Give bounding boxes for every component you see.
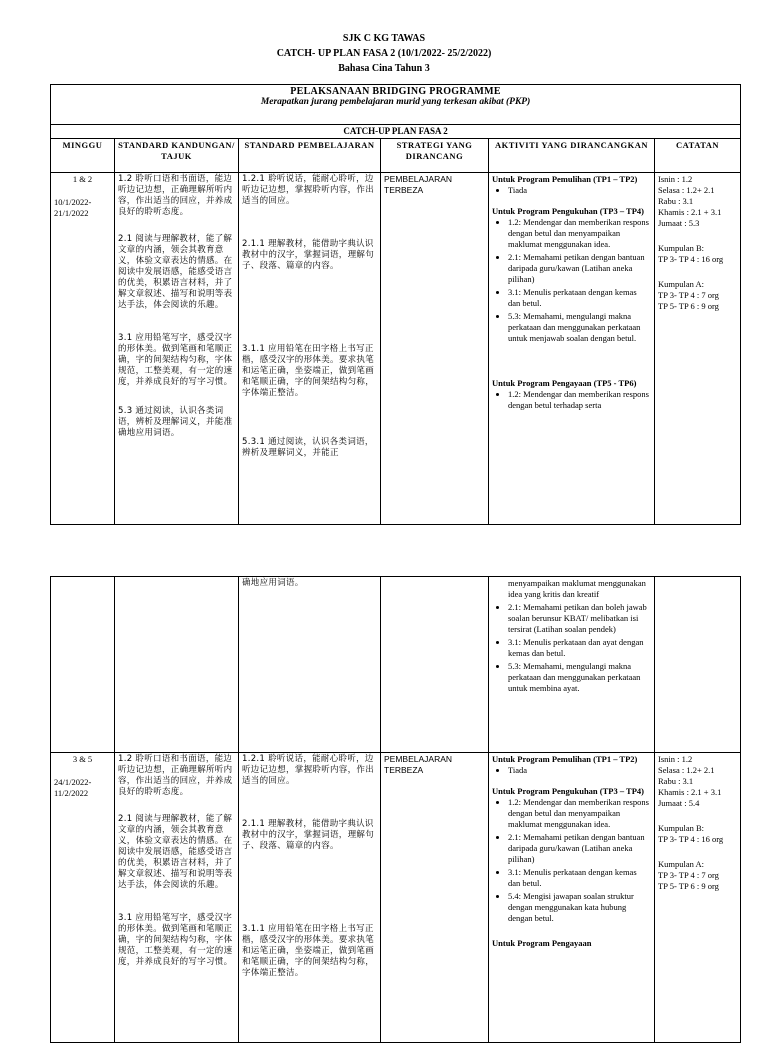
plan-table-2	[50, 576, 741, 1043]
col-minggu: MINGGU	[51, 139, 115, 173]
strategy-cell: PEMBELAJARAN TERBEZA	[381, 173, 489, 525]
group-line: TP 3- TP 4 : 16 org	[658, 254, 724, 264]
programme-title: PELAKSANAAN BRIDGING PROGRAMME	[290, 86, 501, 97]
schedule-line: Selasa : 1.2+ 2.1	[658, 765, 715, 775]
sp-item: 2.1.1 理解教材，能借助字典认识教材中的汉字，掌握词语，理解句子、段落、篇章的内容。	[242, 819, 375, 851]
schedule-line: Selasa : 1.2+ 2.1	[658, 185, 715, 195]
week-cell	[51, 753, 115, 1043]
col-strategi: STRATEGI YANG DIRANCANG	[381, 139, 489, 173]
activity-item: • 1.2: Mendengar dan memberikan respons dengan betul terhadap serta	[508, 389, 651, 411]
col-standard-kandungan: STANDARD KANDUNGAN/ TAJUK	[115, 139, 239, 173]
activity-item: • 3.1: Menulis perkataan dengan kemas dan betul.	[508, 867, 651, 889]
activity-item: menyampaikan maklumat menggunakan idea yang kritis dan kreatif	[508, 578, 646, 599]
notes-cell	[655, 577, 741, 753]
activity-group-title: Untuk Program Pengukuhan (TP3 – TP4)	[492, 206, 644, 216]
sk-item: 3.1 应用铅笔写字，感受汉字的形体美。做到笔画和笔顺正确，字的间架结构匀称，字体规范，工整美观，有一定的速度，并养成良好的写字习惯。	[118, 333, 233, 387]
schedule-line: Isnin : 1.2	[658, 174, 693, 184]
activities-cell	[489, 577, 655, 753]
standard-kandungan-cell	[115, 753, 239, 1043]
schedule-line: Rabu : 3.1	[658, 196, 694, 206]
standard-pembelajaran-cell	[239, 173, 381, 525]
group-line: Kumpulan B:	[658, 823, 705, 833]
activity-item: • 5.3: Memahami, mengulangi makna perkataan dan menggunakan perkataan untuk menjawab soalan dengan betul.	[508, 311, 651, 344]
school-name: SJK C KG TAWAS	[342, 33, 426, 44]
sk-item: 5.3 通过阅读，认识各类词语，辨析及理解词义，并能准确地应用词语。	[118, 406, 233, 438]
week-number: 3 & 5	[72, 754, 93, 764]
plan-title: CATCH- UP PLAN FASA 2 (10/1/2022- 25/2/2022)	[276, 48, 492, 59]
activity-item: • 5.4: Mengisi jawapan soalan struktur dengan menggunakan kata hubung dengan betul.	[508, 891, 651, 924]
activity-group-title: Untuk Program Pengukuhan (TP3 – TP4)	[492, 786, 644, 796]
group-b	[658, 243, 737, 265]
activity-item: • 3.1: Menulis perkataan dan ayat dengan kemas dan betul.	[508, 637, 651, 659]
week-cell	[51, 173, 115, 525]
notes-cell	[655, 753, 741, 1043]
col-catatan: CATATAN	[655, 139, 741, 173]
table-row	[51, 577, 741, 753]
col-aktiviti: AKTIVITI YANG DIRANCANGKAN	[489, 139, 655, 173]
group-line: TP 5- TP 6 : 9 org	[658, 881, 719, 891]
activity-item: • 2.1: Memahami petikan dengan bantuan daripada guru/kawan (Latihan aneka pilihan)	[508, 832, 651, 865]
schedule-line: Rabu : 3.1	[658, 776, 694, 786]
sp-item: 2.1.1 理解教材，能借助字典认识教材中的汉字，掌握词语，理解句子、段落、篇章的内容。	[242, 239, 375, 271]
plan-table-1	[50, 84, 741, 525]
sk-item: 3.1 应用铅笔写字，感受汉字的形体美。做到笔画和笔顺正确，字的间架结构匀称，字体规范，工整美观，有一定的速度，并养成良好的写字习惯。	[118, 913, 233, 967]
phase-label: CATCH-UP PLAN FASA 2	[51, 125, 741, 139]
col-standard-pembelajaran: STANDARD PEMBELAJARAN	[239, 139, 381, 173]
weekly-schedule	[658, 174, 737, 229]
standard-kandungan-cell	[115, 173, 239, 525]
weekly-schedule	[658, 754, 737, 809]
activity-item: • 1.2: Mendengar dan memberikan respons dengan betul dan menyampaikan maklumat menggunakan idea.	[508, 217, 651, 250]
activity-item: • 2.1: Memahami petikan dengan bantuan daripada guru/kawan (Latihan aneka pilihan)	[508, 252, 651, 285]
activity-item: • 5.3: Memahami, mengulangi makna perkataan dan menggunakan perkataan untuk membina ayat.	[508, 661, 651, 694]
standard-pembelajaran-cell	[239, 753, 381, 1043]
schedule-line: Jumaat : 5.3	[658, 218, 700, 228]
sk-item: 2.1 阅读与理解教材，能了解文章的内涵，领会其教育意义，体验文章表达的情感。在阅读中发展语感，能感受语言的优美，积累语言材料，并了解文章叙述、描写和说明等表达手法，体会阅读的乐趣。	[118, 234, 233, 310]
sp-item: 1.2.1 聆听说话，能耐心聆听，边听边记边想，掌握聆听内容，作出适当的回应。	[242, 754, 375, 786]
group-line: Kumpulan A:	[658, 279, 705, 289]
activity-item: • 2.1: Memahami petikan dan boleh jawab soalan berunsur KBAT/ melibatkan isi tersirat (Latihan soalan pendek)	[508, 602, 651, 635]
group-line: TP 3- TP 4 : 7 org	[658, 290, 719, 300]
week-number: 1 & 2	[72, 174, 93, 184]
week-dates: 24/1/2022- 11/2/2022	[54, 777, 92, 798]
sp-item: 3.1.1 应用铅笔在田字格上书写正楷，感受汉字的形体美。要求执笔和运笔正确，坐姿端正，做到笔画和笔顺正确，字的间架结构匀称，字体端正整洁。	[242, 924, 375, 978]
schedule-line: Khamis : 2.1 + 3.1	[658, 207, 722, 217]
schedule-line: Isnin : 1.2	[658, 754, 693, 764]
notes-cell	[655, 173, 741, 525]
standard-pembelajaran-cell: 确地应用词语。	[239, 577, 381, 753]
group-line: Kumpulan B:	[658, 243, 705, 253]
sp-item: 1.2.1 聆听说话，能耐心聆听，边听边记边想，掌握聆听内容，作出适当的回应。	[242, 174, 375, 206]
group-line: Kumpulan A:	[658, 859, 705, 869]
schedule-line: Khamis : 2.1 + 3.1	[658, 787, 722, 797]
activity-group-title: Untuk Program Pemulihan (TP1 – TP2)	[492, 754, 638, 764]
programme-subtitle: Merapatkan jurang pembelajaran murid yang terkesan akibat (PKP)	[260, 97, 531, 107]
strategy-cell	[381, 577, 489, 753]
group-b	[658, 823, 737, 845]
sk-item: 1.2 聆听口语和书面语，能边听边记边想，正确理解所听内容，作出适当的回应，并养成良好的聆听态度。	[118, 174, 233, 217]
group-a	[658, 279, 737, 312]
sk-item: 2.1 阅读与理解教材，能了解文章的内涵，领会其教育意义，体验文章表达的情感。在阅读中发展语感，能感受语言的优美，积累语言材料，并了解文章叙述、描写和说明等表达手法，体会阅读的乐趣。	[118, 814, 233, 890]
sp-item: 5.3.1 通过阅读，认识各类词语，辨析及理解词义，并能正	[242, 437, 374, 458]
activities-cell	[489, 173, 655, 525]
schedule-line: Jumaat : 5.4	[658, 798, 700, 808]
week-dates: 10/1/2022- 21/1/2022	[54, 197, 92, 218]
subject-title: Bahasa Cina Tahun 3	[338, 63, 430, 74]
group-line: TP 3- TP 4 : 7 org	[658, 870, 719, 880]
activity-item: • Tiada	[508, 765, 651, 776]
activity-group-title: Untuk Program Pemulihan (TP1 – TP2)	[492, 174, 638, 184]
week-cell	[51, 577, 115, 753]
column-header-row	[51, 139, 741, 173]
group-line: TP 3- TP 4 : 16 org	[658, 834, 724, 844]
table-row	[51, 753, 741, 1043]
sk-item: 1.2 聆听口语和书面语，能边听边记边想，正确理解所听内容，作出适当的回应，并养成良好的聆听态度。	[118, 754, 233, 797]
group-line: TP 5- TP 6 : 9 org	[658, 301, 719, 311]
programme-banner	[51, 85, 741, 125]
activities-cell	[489, 753, 655, 1043]
table-row	[51, 173, 741, 525]
activity-item: • 1.2: Mendengar dan memberikan respons dengan betul dan menyampaikan maklumat menggunakan idea.	[508, 797, 651, 830]
activity-item: • Tiada	[508, 185, 651, 196]
sp-item: 3.1.1 应用铅笔在田字格上书写正楷，感受汉字的形体美。要求执笔和运笔正确，坐姿端正，做到笔画和笔顺正确，字的间架结构匀称，字体端正整洁。	[242, 344, 375, 398]
activity-item: • 3.1: Menulis perkataan dengan kemas dan betul.	[508, 287, 651, 309]
activity-group-title: Untuk Program Pengayaan (TP5 - TP6)	[492, 378, 637, 388]
activity-group-title: Untuk Program Pengayaan	[492, 938, 592, 948]
strategy-cell: PEMBELAJARAN TERBEZA	[381, 753, 489, 1043]
group-a	[658, 859, 737, 892]
standard-kandungan-cell	[115, 577, 239, 753]
